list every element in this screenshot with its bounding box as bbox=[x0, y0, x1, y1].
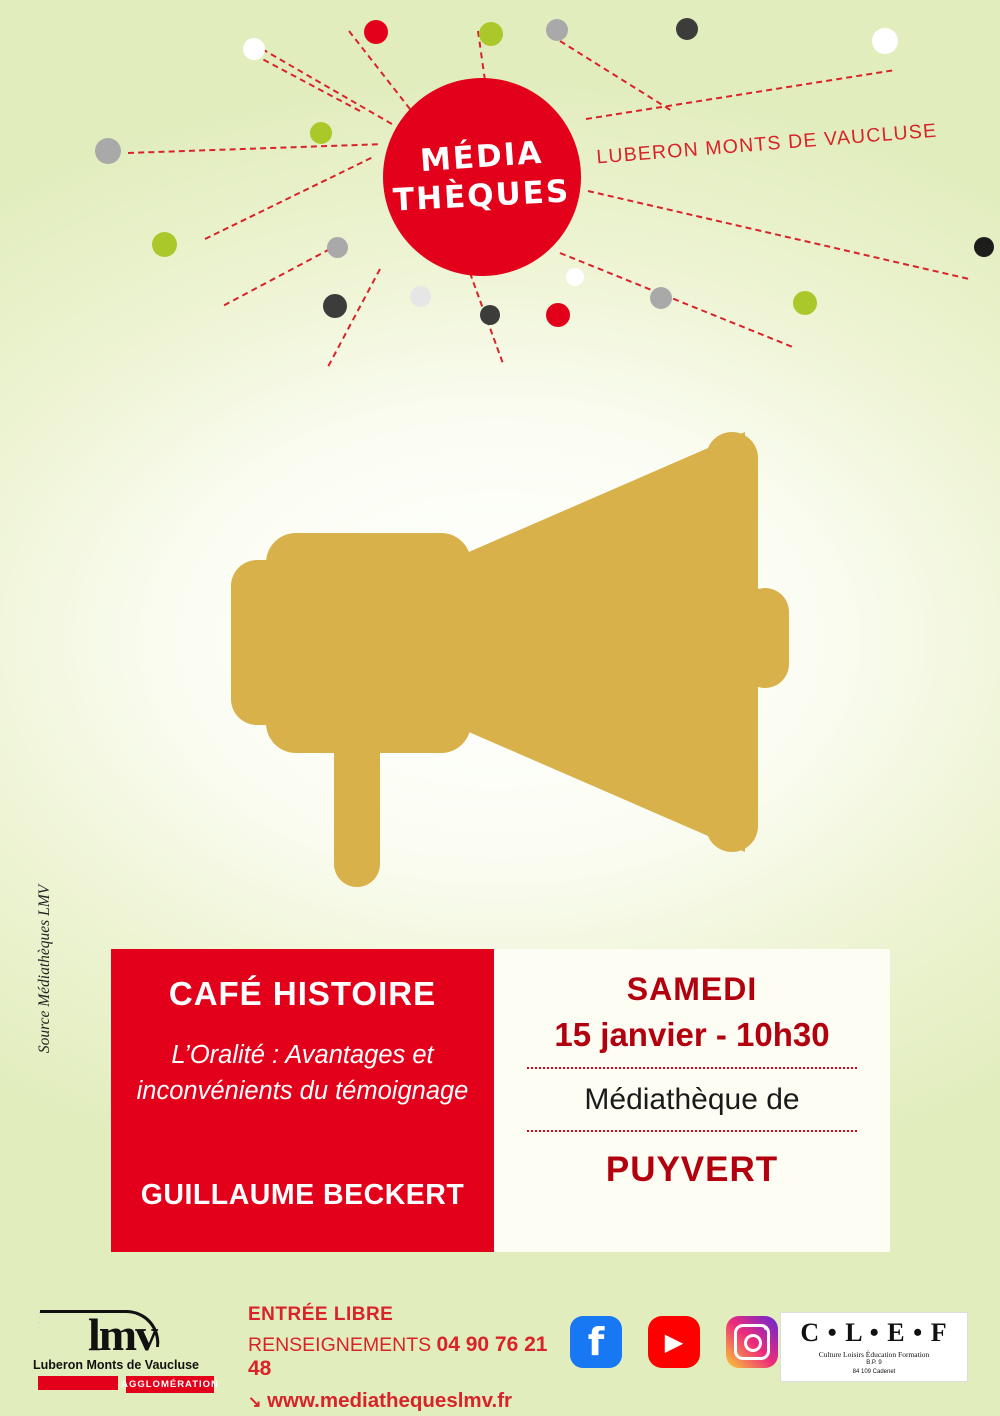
renseignements-label: RENSEIGNEMENTS bbox=[248, 1334, 432, 1356]
decor-dot bbox=[310, 122, 332, 144]
decor-dot bbox=[410, 286, 431, 307]
phone-line bbox=[248, 1333, 568, 1381]
instagram-icon[interactable] bbox=[726, 1316, 778, 1368]
website-line[interactable] bbox=[248, 1389, 568, 1413]
decor-dot bbox=[793, 291, 817, 315]
clef-subtitle: Culture Loisirs Éducation Formation bbox=[818, 1350, 930, 1359]
divider bbox=[527, 1130, 857, 1132]
megaphone-handle bbox=[334, 722, 380, 887]
website-url[interactable]: www.mediathequeslmv.fr bbox=[267, 1389, 513, 1412]
dash-line bbox=[588, 190, 968, 280]
event-info-band bbox=[111, 949, 890, 1252]
clef-address-2: 84 109 Cadenet bbox=[852, 1368, 896, 1375]
decor-dot bbox=[243, 38, 265, 60]
footer bbox=[0, 1290, 1000, 1416]
lmv-letters: lmv bbox=[88, 1309, 157, 1360]
event-speaker: GUILLAUME BECKERT bbox=[140, 1179, 465, 1211]
dash-line bbox=[205, 157, 372, 240]
arrow-icon: ↘ bbox=[248, 1394, 262, 1411]
lmv-logo bbox=[30, 1302, 219, 1397]
header-logo-zone bbox=[0, 0, 1000, 340]
clef-letters: C • L • E • F bbox=[800, 1318, 948, 1347]
image-credit: Source Médiathèques LMV bbox=[36, 884, 53, 1054]
decor-dot bbox=[479, 22, 503, 46]
event-left-panel bbox=[111, 949, 494, 1252]
decor-dot bbox=[364, 20, 388, 44]
megaphone-knob bbox=[741, 588, 789, 688]
logo-side-text: LUBERON MONTS DE VAUCLUSE bbox=[595, 119, 939, 169]
event-day: SAMEDI bbox=[626, 971, 758, 1007]
dash-line bbox=[128, 143, 378, 154]
divider bbox=[527, 1067, 857, 1069]
megaphone-horn bbox=[455, 432, 745, 852]
lmv-name: Luberon Monts de Vaucluse bbox=[33, 1358, 199, 1372]
decor-dot bbox=[546, 303, 570, 327]
megaphone-body-2 bbox=[266, 533, 471, 753]
decor-dot bbox=[546, 19, 568, 41]
dash-line bbox=[586, 70, 892, 120]
decor-dot bbox=[323, 294, 347, 318]
event-subtitle: L’Oralité : Avantages et inconvénients du témoignage bbox=[136, 1041, 469, 1106]
decor-dot bbox=[327, 237, 348, 258]
logo-line-1: MÉDIA bbox=[419, 135, 545, 180]
youtube-icon[interactable]: ▶ bbox=[648, 1316, 700, 1368]
event-place-label: Médiathèque de bbox=[584, 1083, 800, 1116]
decor-dot bbox=[974, 237, 994, 257]
clef-partner-logo bbox=[780, 1312, 968, 1382]
decor-dot bbox=[650, 287, 672, 309]
event-title: CAFÉ HISTOIRE bbox=[168, 975, 437, 1012]
decor-dot bbox=[676, 18, 698, 40]
lmv-red-bar bbox=[38, 1376, 118, 1390]
event-right-panel bbox=[494, 949, 890, 1252]
dash-line bbox=[560, 252, 793, 348]
contact-block bbox=[248, 1304, 568, 1413]
facebook-icon[interactable]: f bbox=[570, 1316, 622, 1368]
free-entry-label: ENTRÉE LIBRE bbox=[248, 1304, 394, 1325]
clef-address-1: B.P. 9 bbox=[866, 1360, 882, 1366]
decor-dot bbox=[152, 232, 177, 257]
phone-number: 04 90 76 21 48 bbox=[248, 1333, 548, 1380]
mediatheques-logo-text bbox=[383, 78, 581, 276]
event-datetime: 15 janvier - 10h30 bbox=[554, 1016, 830, 1053]
decor-dot bbox=[872, 28, 898, 54]
event-place: PUYVERT bbox=[605, 1150, 779, 1189]
decor-dot bbox=[95, 138, 121, 164]
dash-line bbox=[224, 248, 331, 306]
social-links bbox=[570, 1316, 778, 1368]
lmv-agglomeration-badge: AGGLOMÉRATION bbox=[126, 1376, 214, 1393]
logo-line-2: THÈQUES bbox=[392, 173, 572, 219]
decor-dot bbox=[480, 305, 500, 325]
dash-line bbox=[245, 49, 361, 112]
